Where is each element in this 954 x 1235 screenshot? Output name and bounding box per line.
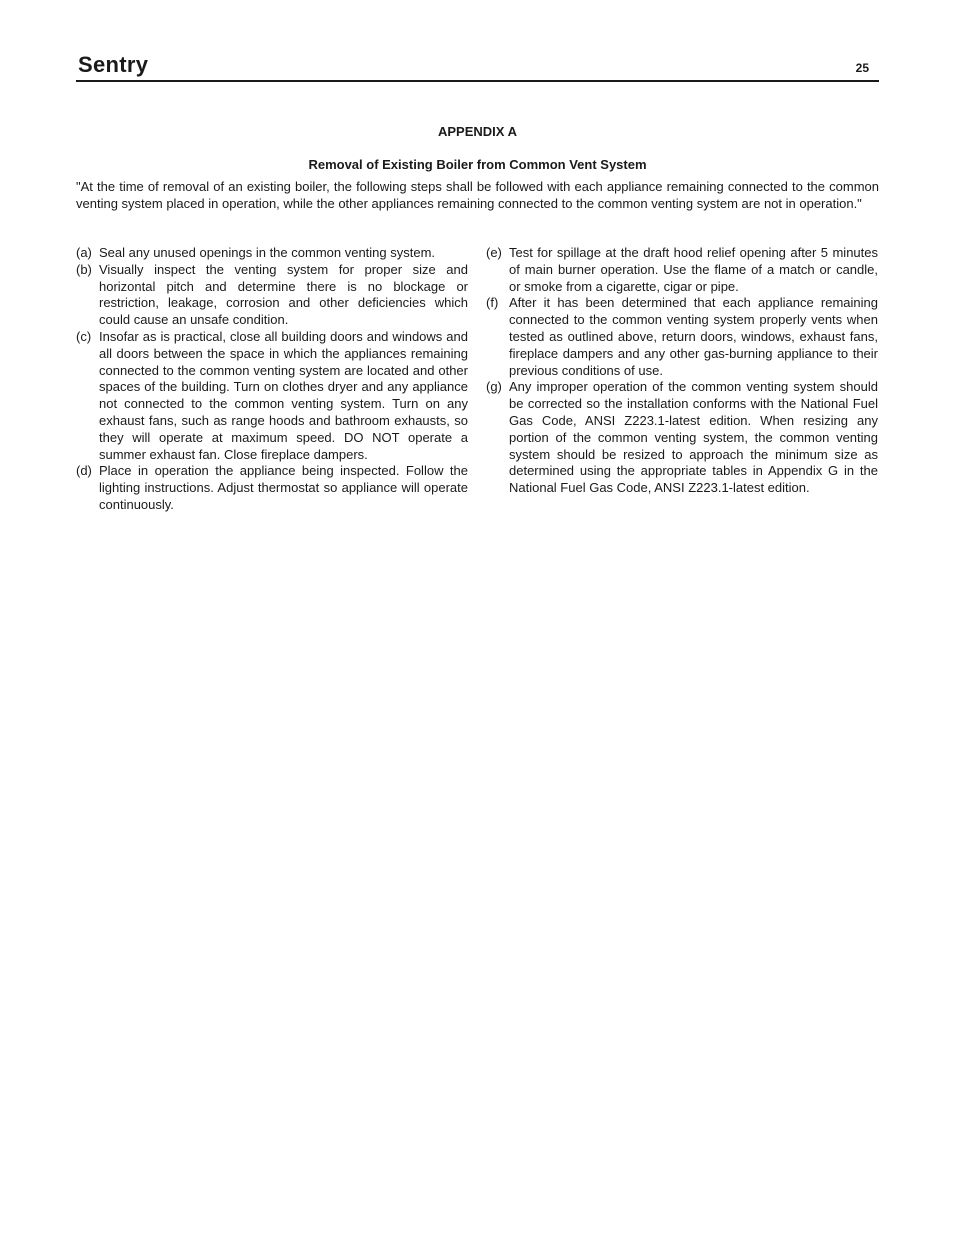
- right-column: [486, 245, 878, 497]
- list-item: [486, 379, 878, 497]
- item-text: After it has been determined that each appliance remaining connected to the common venting system properly vents when tested as outlined above, return doors, windows, exhaust fans, fireplace dampers and any other gas-burning appliance to their previous conditions of use.: [509, 295, 878, 378]
- item-text: Place in operation the appliance being inspected. Follow the lighting instructions. Adjust thermostat so appliance will operate continuously.: [99, 463, 468, 512]
- item-text: Insofar as is practical, close all building doors and windows and all doors between the space in which the appliances remaining connected to the common venting system are located and other spaces of the building. Turn on clothes dryer and any appliance not connected to the common venting system. Turn on any exhaust fans, such as range hoods and bathroom exhausts, so they will operate at maximum speed. DO NOT operate a summer exhaust fan. Close fireplace dampers.: [99, 328, 468, 462]
- item-marker: (d): [76, 463, 92, 479]
- intro-paragraph: "At the time of removal of an existing boiler, the following steps shall be followed with each appliance remaining connected to the common venting system placed in operation, while the other appliances remaining connected to the common venting system are not in operation.": [76, 179, 879, 211]
- page-number: 25: [855, 61, 869, 75]
- item-text: Any improper operation of the common venting system should be corrected so the installation conforms with the National Fuel Gas Code, ANSI Z223.1-latest edition. When resizing any portion of the common venting system, the common venting system should be resized to approach the minimum size as determined using the appropriate tables in Appendix G in the National Fuel Gas Code, ANSI Z223.1-latest edition.: [509, 379, 878, 496]
- list-item: [76, 463, 468, 513]
- page-header: [76, 52, 879, 82]
- item-text: Visually inspect the venting system for proper size and horizontal pitch and determine there is no blockage or restriction, leakage, corrosion and other deficiencies which could cause an unsafe condition.: [99, 261, 468, 328]
- list-item: [76, 245, 468, 262]
- item-marker: (c): [76, 328, 92, 344]
- item-marker: (g): [486, 379, 502, 395]
- left-column: [76, 245, 468, 514]
- item-text: Seal any unused openings in the common venting system.: [99, 245, 436, 260]
- item-marker: (b): [76, 261, 92, 277]
- brand-title: Sentry: [78, 52, 149, 77]
- item-text: Test for spillage at the draft hood relief opening after 5 minutes of main burner operation. Use the flame of a match or candle, or smoke from a cigarette, cigar or pipe.: [509, 245, 878, 294]
- list-item: [486, 295, 878, 379]
- list-item: [486, 245, 878, 295]
- appendix-title: APPENDIX A: [438, 124, 517, 139]
- item-marker: (a): [76, 245, 92, 260]
- list-item: [76, 329, 468, 463]
- list-item: [76, 262, 468, 329]
- item-marker: (e): [486, 245, 502, 260]
- item-marker: (f): [486, 295, 499, 311]
- section-title: Removal of Existing Boiler from Common Vent System: [308, 157, 647, 172]
